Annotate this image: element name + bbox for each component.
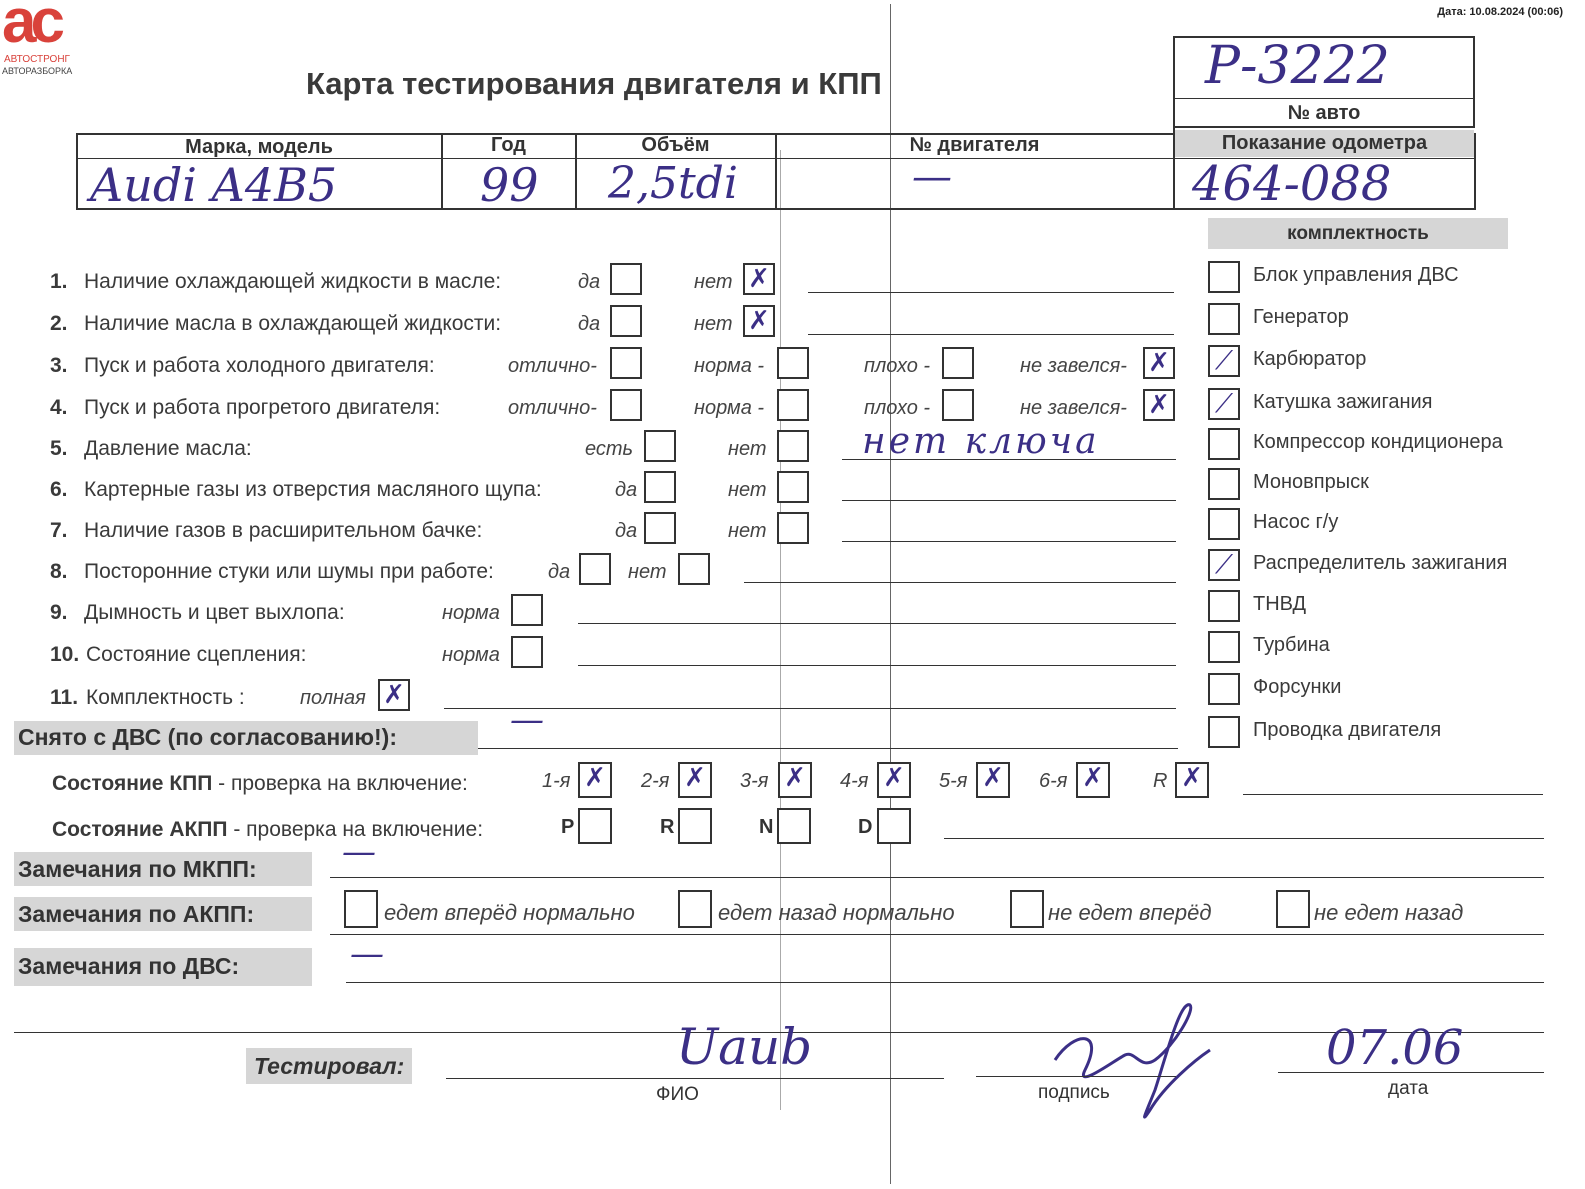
question-text: Наличие масла в охлаждающей жидкости: bbox=[84, 312, 502, 335]
completeness-checkbox[interactable] bbox=[1208, 673, 1240, 705]
question-option-label: отлично- bbox=[508, 355, 597, 377]
date-line bbox=[1278, 1072, 1544, 1073]
question-checkbox[interactable] bbox=[1143, 347, 1175, 379]
check-mark: ✗ bbox=[383, 680, 405, 710]
question-number: 6. bbox=[50, 478, 68, 501]
answer-line bbox=[842, 500, 1176, 501]
kpp-line bbox=[1243, 794, 1543, 795]
completeness-checkbox[interactable] bbox=[1208, 549, 1240, 581]
akpp-label-bold: Состояние АКПП bbox=[52, 818, 228, 841]
completeness-header-label: комплектность bbox=[1287, 223, 1429, 244]
removed-label: Снято с ДВС (по согласованию!): bbox=[18, 724, 397, 750]
answer-line bbox=[744, 582, 1176, 583]
check-mark: ✗ bbox=[748, 264, 770, 294]
fold-line bbox=[780, 150, 781, 1110]
value-model: Audi A4B5 bbox=[90, 158, 338, 212]
check-mark: ✗ bbox=[1148, 390, 1170, 420]
logo bbox=[0, 0, 110, 80]
remarks-dvs-line bbox=[346, 982, 1544, 983]
question-text: Наличие газов в расширительном бачке: bbox=[84, 519, 483, 542]
question-text: Давление масла: bbox=[84, 437, 252, 460]
question-checkbox[interactable] bbox=[942, 347, 974, 379]
completeness-item-label: Катушка зажигания bbox=[1253, 391, 1433, 413]
remarks-dvs-value: — bbox=[350, 934, 384, 974]
question-text: Состояние сцепления: bbox=[86, 643, 307, 666]
logo-subtitle: АВТОРАЗБОРКА bbox=[2, 66, 73, 76]
question-option-label: норма bbox=[442, 644, 500, 666]
remarks-akpp-line bbox=[330, 934, 1544, 935]
completeness-checkbox[interactable] bbox=[1208, 388, 1240, 420]
date-value: 07.06 bbox=[1326, 1020, 1464, 1076]
question-option-label: да bbox=[615, 479, 638, 501]
completeness-header bbox=[1208, 218, 1508, 249]
remarks-dvs-label: Замечания по ДВС: bbox=[18, 953, 240, 979]
check-mark: ✗ bbox=[1082, 763, 1104, 793]
fio-label: ФИО bbox=[656, 1084, 699, 1105]
question-option-label: нет bbox=[694, 271, 733, 293]
sign-line bbox=[976, 1076, 1176, 1077]
question-checkbox[interactable] bbox=[1143, 389, 1175, 421]
question-checkbox[interactable] bbox=[644, 471, 676, 503]
logo-name: АВТОСТРОНГ bbox=[4, 54, 70, 65]
question-checkbox[interactable] bbox=[743, 263, 775, 295]
kpp-label-bold: Состояние КПП bbox=[52, 772, 213, 795]
question-option-label: норма - bbox=[694, 355, 765, 377]
question-text: Наличие охлаждающей жидкости в масле: bbox=[84, 270, 502, 293]
question-option-label: не завелся- bbox=[1020, 355, 1127, 377]
question-checkbox[interactable] bbox=[777, 389, 809, 421]
tested-label: Тестировал: bbox=[254, 1053, 405, 1079]
question-checkbox[interactable] bbox=[777, 347, 809, 379]
akpp-remark-option: не едет назад bbox=[1314, 900, 1464, 925]
question-checkbox[interactable] bbox=[511, 594, 543, 626]
question-option-label: нет bbox=[694, 313, 733, 335]
akpp-label bbox=[52, 818, 483, 842]
question-option-label: полная bbox=[300, 687, 366, 709]
question-checkbox[interactable] bbox=[610, 305, 642, 337]
check-mark: ⟋ bbox=[1214, 346, 1234, 376]
completeness-checkbox[interactable] bbox=[1208, 428, 1240, 460]
date-label: дата bbox=[1388, 1078, 1429, 1099]
akpp-line bbox=[944, 838, 1544, 839]
auto-number-label: № авто bbox=[1287, 102, 1361, 124]
question-checkbox[interactable] bbox=[610, 389, 642, 421]
completeness-checkbox[interactable] bbox=[1208, 631, 1240, 663]
question-text: Комплектность : bbox=[86, 686, 245, 709]
check-mark: ✗ bbox=[784, 763, 806, 793]
completeness-checkbox[interactable] bbox=[1208, 468, 1240, 500]
completeness-checkbox[interactable] bbox=[1208, 508, 1240, 540]
completeness-item-label: Генератор bbox=[1253, 306, 1349, 328]
kpp-gear-label: 1-я bbox=[542, 770, 571, 792]
kpp-gear-checkbox[interactable] bbox=[877, 762, 911, 798]
signature-drawing bbox=[1045, 1000, 1215, 1130]
removed-value: — bbox=[510, 700, 544, 740]
question-option-label: нет bbox=[628, 561, 667, 583]
question-number: 1. bbox=[50, 270, 68, 293]
answer-line bbox=[578, 665, 1176, 666]
question-option-label: да bbox=[615, 520, 638, 542]
question-option-label: нет bbox=[728, 438, 767, 460]
kpp-gear-checkbox[interactable] bbox=[1076, 762, 1110, 798]
question-checkbox[interactable] bbox=[644, 512, 676, 544]
question-checkbox[interactable] bbox=[777, 512, 809, 544]
question-option-label: плохо - bbox=[864, 355, 931, 377]
completeness-item-label: Форсунки bbox=[1253, 676, 1342, 698]
akpp-remark-option: едет вперёд нормально bbox=[384, 900, 635, 925]
akpp-mode-label: P bbox=[561, 816, 575, 838]
answer-line bbox=[808, 334, 1174, 335]
question-number: 5. bbox=[50, 437, 68, 460]
question-option-label: плохо - bbox=[864, 397, 931, 419]
akpp-label-rest: - проверка на включение: bbox=[227, 818, 484, 841]
question-number: 2. bbox=[50, 312, 68, 335]
kpp-gear-label: 6-я bbox=[1039, 770, 1068, 792]
completeness-item-label: Распределитель зажигания bbox=[1253, 552, 1508, 574]
answer-line bbox=[444, 708, 1176, 709]
completeness-item-label: Блок управления ДВС bbox=[1253, 264, 1459, 286]
logo-mark: ac bbox=[2, 0, 59, 56]
akpp-mode-label: R bbox=[660, 816, 675, 838]
question-number: 9. bbox=[50, 601, 68, 624]
akpp-remark-option: не едет вперёд bbox=[1048, 900, 1212, 925]
kpp-gear-label: R bbox=[1153, 770, 1168, 792]
kpp-gear-label: 2-я bbox=[641, 770, 670, 792]
kpp-gear-checkbox[interactable] bbox=[678, 762, 712, 798]
question-number: 11. bbox=[50, 686, 79, 709]
question-checkbox[interactable] bbox=[777, 430, 809, 462]
check-mark: ✗ bbox=[883, 763, 905, 793]
col-engine-no: № двигателя bbox=[909, 134, 1040, 156]
kpp-gear-checkbox[interactable] bbox=[976, 762, 1010, 798]
akpp-remark-checkbox[interactable] bbox=[1276, 890, 1310, 928]
check-mark: ✗ bbox=[748, 306, 770, 336]
question-checkbox[interactable] bbox=[743, 305, 775, 337]
completeness-item-label: Турбина bbox=[1253, 634, 1330, 656]
question-option-label: нет bbox=[728, 479, 767, 501]
completeness-checkbox[interactable] bbox=[1208, 590, 1240, 622]
check-mark: ✗ bbox=[982, 763, 1004, 793]
auto-number-divider bbox=[1173, 98, 1475, 99]
akpp-mode-checkbox[interactable] bbox=[877, 808, 911, 844]
completeness-item-label: Компрессор кондиционера bbox=[1253, 431, 1503, 453]
stamp-date: Дата: 10.08.2024 (00:06) bbox=[1437, 6, 1563, 18]
col-volume: Объём bbox=[641, 134, 710, 156]
question-option-label: норма bbox=[442, 602, 500, 624]
akpp-mode-checkbox[interactable] bbox=[578, 808, 612, 844]
question-option-label: да bbox=[578, 313, 601, 335]
col-model: Марка, модель bbox=[185, 136, 333, 158]
kpp-gear-label: 3-я bbox=[740, 770, 769, 792]
question-text: Дымность и цвет выхлопа: bbox=[84, 601, 345, 624]
fio-line bbox=[446, 1078, 944, 1079]
akpp-remark-checkbox[interactable] bbox=[344, 890, 378, 928]
question-checkbox[interactable] bbox=[678, 553, 710, 585]
remarks-akpp-label: Замечания по АКПП: bbox=[18, 901, 255, 927]
akpp-mode-label: D bbox=[858, 816, 873, 838]
akpp-mode-checkbox[interactable] bbox=[678, 808, 712, 844]
question-checkbox[interactable] bbox=[942, 389, 974, 421]
question-text: Пуск и работа холодного двигателя: bbox=[84, 354, 435, 377]
check-mark: ✗ bbox=[1148, 348, 1170, 378]
completeness-checkbox[interactable] bbox=[1208, 303, 1240, 335]
completeness-item-label: ТНВД bbox=[1253, 593, 1307, 615]
kpp-gear-checkbox[interactable] bbox=[1175, 762, 1209, 798]
sign-label: подпись bbox=[1038, 1082, 1110, 1103]
question-number: 8. bbox=[50, 560, 68, 583]
check-mark: ✗ bbox=[584, 763, 606, 793]
oil-pressure-note: нет ключа bbox=[862, 421, 1100, 462]
kpp-gear-checkbox[interactable] bbox=[778, 762, 812, 798]
check-mark: ⟋ bbox=[1214, 550, 1234, 580]
question-option-label: не завелся- bbox=[1020, 397, 1127, 419]
question-option-label: норма - bbox=[694, 397, 765, 419]
completeness-item-label: Карбюратор bbox=[1253, 348, 1367, 370]
question-option-label: отлично- bbox=[508, 397, 597, 419]
check-mark: ⟋ bbox=[1214, 389, 1234, 419]
completeness-item-label: Насос г/у bbox=[1253, 511, 1339, 533]
akpp-remark-option: едет назад нормально bbox=[718, 900, 955, 925]
col-year: Год bbox=[491, 134, 526, 156]
akpp-mode-label: N bbox=[759, 816, 774, 838]
signature bbox=[1045, 1000, 1215, 1130]
remarks-mkpp-label: Замечания по МКПП: bbox=[18, 856, 257, 882]
value-odometer: 464-088 bbox=[1192, 156, 1392, 212]
auto-number-value: Р-3222 bbox=[1205, 36, 1390, 96]
check-mark: ✗ bbox=[684, 763, 706, 793]
akpp-mode-checkbox[interactable] bbox=[777, 808, 811, 844]
col-odometer: Показание одометра bbox=[1221, 132, 1428, 154]
kpp-gear-label: 5-я bbox=[939, 770, 968, 792]
akpp-remark-checkbox[interactable] bbox=[1010, 890, 1044, 928]
page-title: Карта тестирования двигателя и КПП bbox=[306, 66, 882, 101]
question-option-label: да bbox=[548, 561, 571, 583]
remarks-mkpp-value: — bbox=[342, 832, 376, 872]
question-option-label: есть bbox=[585, 438, 634, 460]
question-text: Пуск и работа прогретого двигателя: bbox=[84, 396, 441, 419]
completeness-item-label: Проводка двигателя bbox=[1253, 719, 1442, 741]
question-checkbox[interactable] bbox=[511, 636, 543, 668]
question-number: 10. bbox=[50, 643, 80, 666]
question-text: Картерные газы из отверстия масляного щупа: bbox=[84, 478, 542, 501]
value-year: 99 bbox=[480, 158, 539, 212]
akpp-remark-checkbox[interactable] bbox=[678, 890, 712, 928]
question-checkbox[interactable] bbox=[777, 471, 809, 503]
completeness-checkbox[interactable] bbox=[1208, 716, 1240, 748]
value-volume: 2,5tdi bbox=[608, 158, 738, 209]
remarks-mkpp-line bbox=[330, 877, 1544, 878]
question-number: 7. bbox=[50, 519, 68, 542]
question-checkbox[interactable] bbox=[644, 430, 676, 462]
question-checkbox[interactable] bbox=[610, 347, 642, 379]
question-text: Посторонние стуки или шумы при работе: bbox=[84, 560, 494, 583]
question-checkbox[interactable] bbox=[610, 263, 642, 295]
answer-line bbox=[842, 541, 1176, 542]
removed-line bbox=[478, 748, 1178, 749]
question-option-label: нет bbox=[728, 520, 767, 542]
kpp-gear-label: 4-я bbox=[840, 770, 869, 792]
question-number: 4. bbox=[50, 396, 68, 419]
completeness-item-label: Моновпрыск bbox=[1253, 471, 1369, 493]
kpp-label bbox=[52, 772, 468, 796]
question-checkbox[interactable] bbox=[579, 553, 611, 585]
answer-line bbox=[578, 623, 1176, 624]
kpp-gear-checkbox[interactable] bbox=[578, 762, 612, 798]
question-number: 3. bbox=[50, 354, 68, 377]
question-option-label: да bbox=[578, 271, 601, 293]
question-checkbox[interactable] bbox=[378, 679, 410, 711]
check-mark: ✗ bbox=[1181, 763, 1203, 793]
completeness-checkbox[interactable] bbox=[1208, 345, 1240, 377]
value-engine-no: — bbox=[912, 154, 952, 200]
answer-line bbox=[808, 292, 1174, 293]
fio-value: Uaub bbox=[676, 1018, 813, 1076]
kpp-label-rest: - проверка на включение: bbox=[212, 772, 468, 795]
completeness-checkbox[interactable] bbox=[1208, 261, 1240, 293]
